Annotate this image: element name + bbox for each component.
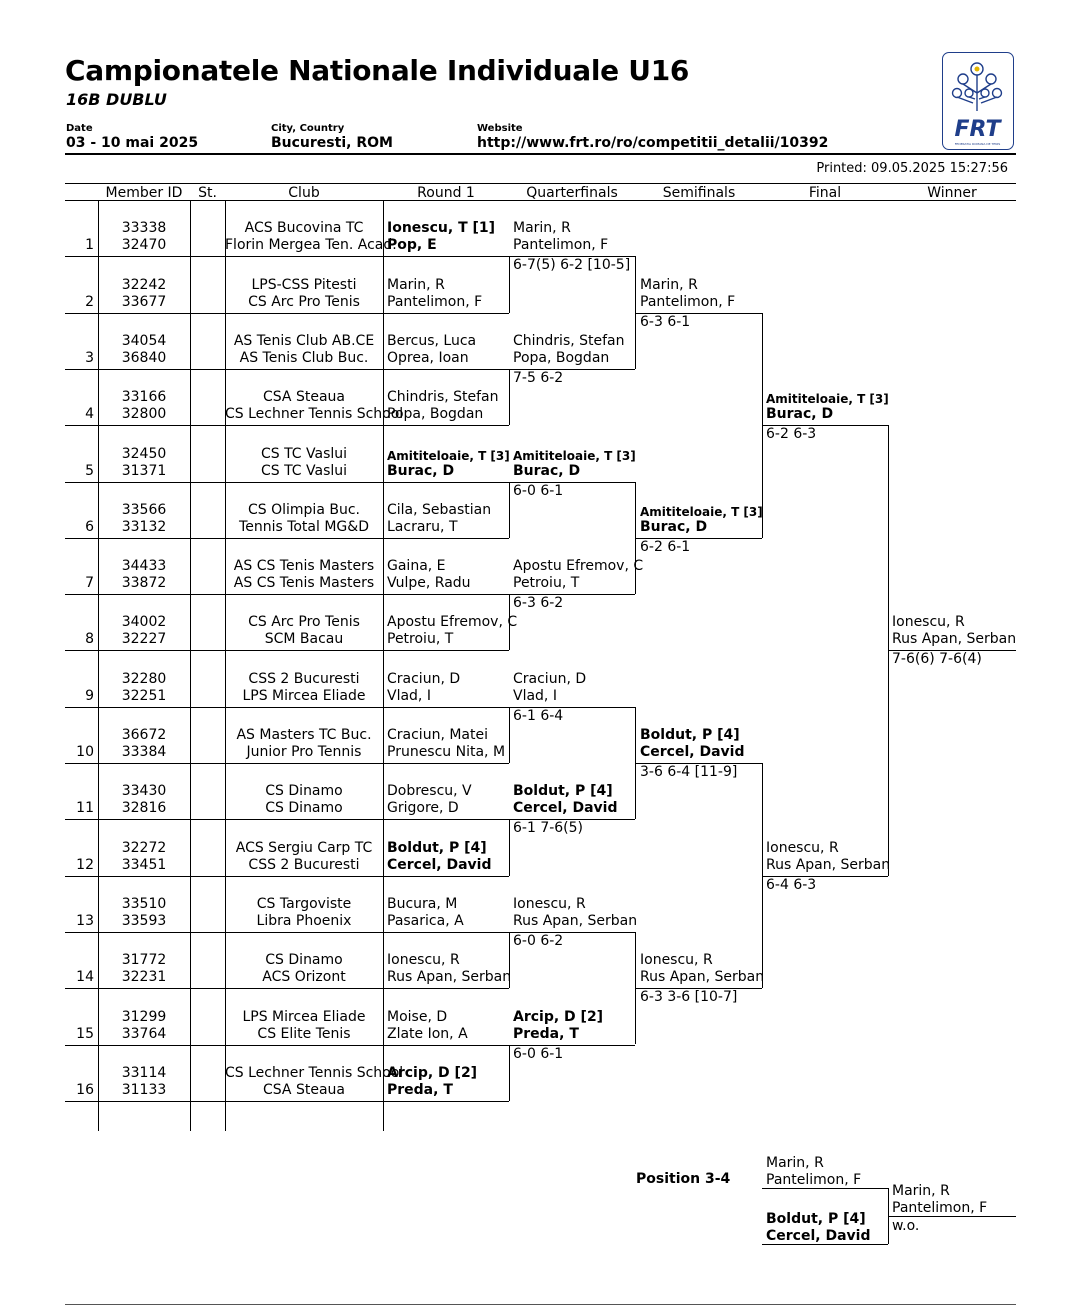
player-name[interactable]: Pantelimon, F [892, 1200, 988, 1216]
club-name: Junior Pro Tennis [246, 744, 362, 760]
website-label: Website [477, 123, 523, 134]
entry-line [65, 538, 509, 539]
player-name[interactable]: Ionescu, T [1] [387, 220, 496, 237]
result-line [509, 256, 635, 257]
match-score: 6-0 6-2 [513, 932, 564, 949]
member-id: 32800 [121, 406, 167, 423]
player-name[interactable]: Cercel, David [640, 744, 745, 760]
player-name[interactable]: Chindris, Stefan [387, 389, 499, 406]
player-name[interactable]: Bercus, Luca [387, 332, 477, 349]
bracket-connector [509, 369, 510, 425]
club-name: CS Lechner Tennis School [225, 406, 404, 423]
player-name[interactable]: Marin, R [513, 220, 571, 237]
winner-name[interactable]: Rus Apan, Serban [892, 631, 1017, 648]
member-id: 33384 [121, 744, 167, 760]
entry-line [65, 594, 509, 595]
col-round1: Round 1 [417, 185, 475, 201]
position-result-line [888, 1216, 1016, 1217]
draw-position: 16 [76, 1081, 94, 1098]
draw-position: 3 [85, 349, 94, 366]
draw-position: 10 [76, 744, 94, 760]
player-name[interactable]: Arcip, D [2] [387, 1064, 478, 1081]
player-name[interactable]: Chindris, Stefan [513, 332, 625, 349]
club-name: ACS Sergiu Carp TC [235, 839, 373, 856]
player-name[interactable]: Gaina, E [387, 558, 446, 575]
member-id: 32272 [121, 839, 167, 856]
player-name[interactable]: Grigore, D [387, 800, 459, 817]
match-score: 6-3 6-1 [640, 313, 691, 330]
player-name[interactable]: Cila, Sebastian [387, 501, 492, 518]
club-name: AS Tenis Club Buc. [239, 349, 369, 366]
draw-position: 13 [76, 912, 94, 929]
player-name[interactable]: Boldut, P [4] [766, 1211, 866, 1227]
member-id: 31133 [121, 1081, 167, 1098]
member-id: 33510 [121, 895, 167, 912]
match-score: 6-1 6-4 [513, 707, 564, 724]
city-label: City, Country [271, 123, 345, 134]
entry-line [65, 763, 509, 764]
club-name: CS Dinamo [265, 952, 343, 969]
entry-line [65, 650, 509, 651]
bracket-connector [635, 932, 636, 1045]
club-name: CS TC Vaslui [260, 462, 348, 479]
player-name[interactable]: Amititeloaie, T [3] [387, 448, 510, 463]
member-id: 32227 [121, 631, 167, 648]
player-name[interactable]: Pop, E [387, 237, 437, 254]
club-name: LPS Mircea Eliade [242, 1008, 366, 1025]
club-name: CS Arc Pro Tenis [248, 614, 360, 631]
member-id: 33451 [121, 856, 167, 873]
player-name[interactable]: Rus Apan, Serban [640, 969, 765, 986]
member-id: 34002 [121, 614, 167, 631]
col-club: Club [288, 185, 320, 201]
result-line [509, 932, 635, 933]
player-name[interactable]: Zlate Ion, A [387, 1025, 468, 1042]
member-id: 32816 [121, 800, 167, 817]
table-top-line [65, 200, 509, 201]
player-name[interactable]: Pantelimon, F [513, 237, 609, 254]
player-name[interactable]: Boldut, P [4] [513, 783, 613, 800]
match-score: 6-4 6-3 [766, 876, 817, 893]
club-name: CSA Steaua [263, 1081, 345, 1098]
player-name[interactable]: Pantelimon, F [387, 293, 483, 310]
player-name[interactable]: Burac, D [387, 462, 455, 479]
entry-line [65, 876, 509, 877]
position-3-4-label: Position 3-4 [636, 1171, 731, 1187]
player-name[interactable]: Arcip, D [2] [513, 1008, 604, 1025]
member-id: 32470 [121, 237, 167, 254]
col-member-id: Member ID [105, 185, 183, 201]
entry-line [65, 819, 509, 820]
player-name[interactable]: Burac, D [513, 462, 581, 479]
draw-position: 6 [85, 518, 94, 535]
match-score: 6-3 6-2 [513, 595, 564, 612]
player-name[interactable]: Ionescu, R [766, 839, 839, 856]
player-name[interactable]: Ionescu, R [640, 952, 713, 969]
entry-line [65, 988, 509, 989]
bracket-connector [635, 707, 636, 820]
player-name[interactable]: Preda, T [387, 1081, 453, 1098]
draw-position: 7 [85, 575, 94, 592]
player-name[interactable]: Boldut, P [4] [387, 839, 487, 856]
match-score: 6-2 6-1 [640, 538, 691, 555]
club-name: AS CS Tenis Masters [233, 558, 375, 575]
event-subtitle: 16B DUBLU [66, 90, 167, 109]
col-divider-status [190, 200, 191, 1131]
result-line [509, 482, 635, 483]
club-name: CS Lechner Tennis School [225, 1064, 404, 1081]
club-name: LPS-CSS Pitesti [251, 276, 357, 293]
player-name[interactable]: Apostu Efremov, C [513, 558, 644, 575]
club-name: AS Tenis Club AB.CE [233, 332, 375, 349]
club-name: Florin Mergea Ten. Acad. [225, 237, 397, 254]
member-id: 36672 [121, 727, 167, 743]
club-name: CSA Steaua [263, 389, 345, 406]
player-name[interactable]: Rus Apan, Serban [766, 856, 891, 873]
member-id: 33132 [121, 518, 167, 535]
winner-score: 7-6(6) 7-6(4) [892, 651, 982, 668]
club-name: Libra Phoenix [256, 912, 352, 929]
footer-rule [65, 1304, 1016, 1305]
entry-line [65, 707, 509, 708]
member-id: 33338 [121, 220, 167, 237]
club-name: ACS Orizont [262, 969, 346, 986]
club-name: AS CS Tenis Masters [233, 575, 375, 592]
member-id: 32450 [121, 445, 167, 462]
match-score: 6-3 3-6 [10-7] [640, 989, 738, 1006]
draw-position: 14 [76, 969, 94, 986]
player-name[interactable]: Amititeloaie, T [3] [766, 392, 889, 407]
bracket-connector [762, 763, 763, 988]
result-line [636, 988, 762, 989]
col-winner: Winner [927, 185, 977, 201]
member-id: 33872 [121, 575, 167, 592]
member-id: 31371 [121, 462, 167, 479]
match-score: 3-6 6-4 [11-9] [640, 764, 738, 780]
result-line [509, 1045, 635, 1046]
player-name[interactable]: Petroiu, T [513, 575, 580, 592]
entry-line [65, 1101, 509, 1102]
logo-subtext: FEDERATIA ROMANA DE TENIS [954, 142, 1001, 146]
player-name[interactable]: Pasarica, A [387, 912, 464, 929]
club-name: CS Dinamo [265, 800, 343, 817]
club-name: CS Olimpia Buc. [248, 501, 360, 518]
bracket-connector [762, 313, 763, 538]
col-final: Final [808, 185, 842, 201]
club-name: Tennis Total MG&D [239, 518, 369, 535]
website-link[interactable]: http://www.frt.ro/ro/competitii_detalii/10392 [477, 135, 829, 151]
date-value: 03 - 10 mai 2025 [66, 135, 199, 151]
match-score: w.o. [892, 1218, 920, 1234]
member-id: 36840 [121, 349, 167, 366]
player-name[interactable]: Cercel, David [387, 856, 492, 873]
draw-position: 12 [76, 856, 94, 873]
result-line [509, 819, 635, 820]
player-name[interactable]: Dobrescu, V [387, 783, 472, 800]
player-name[interactable]: Marin, R [387, 276, 445, 293]
entry-line [65, 369, 509, 370]
member-id: 32280 [121, 670, 167, 687]
member-id: 34433 [121, 558, 167, 575]
member-id: 33166 [121, 389, 167, 406]
entry-line [65, 425, 509, 426]
player-name[interactable]: Bucura, M [387, 895, 458, 912]
col-quarterfinals: Quarterfinals [526, 185, 618, 201]
player-name[interactable]: Vulpe, Radu [387, 575, 471, 592]
player-name[interactable]: Lacraru, T [387, 518, 458, 535]
player-name[interactable]: Marin, R [640, 276, 698, 293]
draw-position: 11 [76, 800, 94, 817]
club-name: CSS 2 Bucuresti [248, 670, 360, 687]
member-id: 33593 [121, 912, 167, 929]
player-name[interactable]: Rus Apan, Serban [387, 969, 512, 986]
player-name[interactable]: Cercel, David [513, 800, 618, 817]
entry-line [65, 482, 509, 483]
col-status: St. [198, 185, 217, 201]
player-name[interactable]: Oprea, Ioan [387, 349, 469, 366]
printed-timestamp: Printed: 09.05.2025 15:27:56 [816, 161, 1008, 176]
player-name[interactable]: Preda, T [513, 1025, 579, 1042]
draw-position: 5 [85, 462, 94, 479]
player-name[interactable]: Amititeloaie, T [3] [640, 504, 763, 519]
bracket-connector [509, 819, 510, 875]
position-line [762, 1244, 888, 1245]
player-name[interactable]: Pantelimon, F [766, 1172, 862, 1188]
player-name[interactable]: Popa, Bogdan [387, 406, 484, 423]
member-id: 33677 [121, 293, 167, 310]
match-score: 6-2 6-3 [766, 426, 817, 443]
player-name[interactable]: Burac, D [766, 406, 834, 423]
entry-line [65, 313, 509, 314]
player-name[interactable]: Moise, D [387, 1008, 448, 1025]
result-line [762, 876, 888, 877]
match-score: 6-0 6-1 [513, 1045, 564, 1062]
result-line [509, 707, 635, 708]
bracket-connector [509, 932, 510, 988]
player-name[interactable]: Vlad, I [513, 687, 557, 704]
col-semifinals: Semifinals [662, 185, 736, 201]
player-name[interactable]: Pantelimon, F [640, 293, 736, 310]
club-name: CS TC Vaslui [260, 445, 348, 462]
player-name[interactable]: Craciun, D [513, 670, 587, 687]
player-name[interactable]: Cercel, David [766, 1228, 871, 1244]
match-score: 6-7(5) 6-2 [10-5] [513, 257, 631, 274]
player-name[interactable]: Marin, R [766, 1155, 824, 1171]
draw-position: 15 [76, 1025, 94, 1042]
bracket-connector [509, 707, 510, 763]
player-name[interactable]: Amititeloaie, T [3] [513, 448, 636, 463]
city-value: Bucuresti, ROM [271, 135, 393, 151]
result-line [509, 594, 635, 595]
member-id: 33566 [121, 501, 167, 518]
club-name: CS Arc Pro Tenis [248, 293, 360, 310]
winner-line [888, 650, 1016, 651]
club-name: SCM Bacau [264, 631, 344, 648]
bracket-connector [509, 1045, 510, 1101]
result-line [636, 538, 762, 539]
club-name: CSS 2 Bucuresti [248, 856, 360, 873]
bracket-connector [509, 482, 510, 538]
draw-position: 4 [85, 406, 94, 423]
bracket-connector [635, 256, 636, 369]
entry-line [65, 256, 509, 257]
player-name[interactable]: Petroiu, T [387, 631, 454, 648]
draw-position: 8 [85, 631, 94, 648]
draw-position: 9 [85, 687, 94, 704]
player-name[interactable]: Rus Apan, Serban [513, 912, 638, 929]
result-line [636, 313, 762, 314]
club-name: ACS Bucovina TC [244, 220, 364, 237]
member-id: 32231 [121, 969, 167, 986]
player-name[interactable]: Vlad, I [387, 687, 431, 704]
member-id: 32251 [121, 687, 167, 704]
player-name[interactable]: Burac, D [640, 518, 708, 535]
page-title: Campionatele Nationale Individuale U16 [65, 54, 690, 87]
logo-text: FRT [954, 117, 1001, 142]
bracket-connector [509, 594, 510, 650]
player-name[interactable]: Prunescu Nita, M [387, 744, 506, 760]
date-label: Date [66, 123, 93, 134]
member-id: 31299 [121, 1008, 167, 1025]
match-score: 6-0 6-1 [513, 482, 564, 499]
member-id: 33114 [121, 1064, 167, 1081]
bracket-connector [509, 256, 510, 312]
club-name: CS Elite Tenis [257, 1025, 351, 1042]
player-name[interactable]: Boldut, P [4] [640, 727, 740, 743]
member-id: 34054 [121, 332, 167, 349]
winner-name[interactable]: Ionescu, R [892, 614, 965, 631]
member-id: 31772 [121, 952, 167, 969]
match-score: 7-5 6-2 [513, 369, 564, 386]
player-name[interactable]: Popa, Bogdan [513, 349, 610, 366]
result-line [636, 763, 762, 764]
col-divider-round1 [383, 200, 384, 1131]
entry-line [65, 932, 509, 933]
player-name[interactable]: Marin, R [892, 1183, 950, 1199]
position-line [762, 1188, 888, 1189]
club-name: LPS Mircea Eliade [242, 687, 366, 704]
club-name: CS Targoviste [256, 895, 352, 912]
bracket-connector [635, 482, 636, 595]
player-name[interactable]: Craciun, Matei [387, 727, 488, 743]
player-name[interactable]: Apostu Efremov, C [387, 614, 518, 631]
result-line [509, 369, 635, 370]
entry-line [65, 1045, 509, 1046]
draw-position: 1 [85, 237, 94, 254]
member-id: 32242 [121, 276, 167, 293]
player-name[interactable]: Ionescu, R [387, 952, 460, 969]
player-name[interactable]: Craciun, D [387, 670, 461, 687]
member-id: 33764 [121, 1025, 167, 1042]
draw-position: 2 [85, 293, 94, 310]
match-score: 6-1 7-6(5) [513, 820, 584, 837]
player-name[interactable]: Ionescu, R [513, 895, 586, 912]
club-name: CS Dinamo [265, 783, 343, 800]
result-line [762, 425, 888, 426]
club-name: AS Masters TC Buc. [236, 727, 372, 743]
member-id: 33430 [121, 783, 167, 800]
